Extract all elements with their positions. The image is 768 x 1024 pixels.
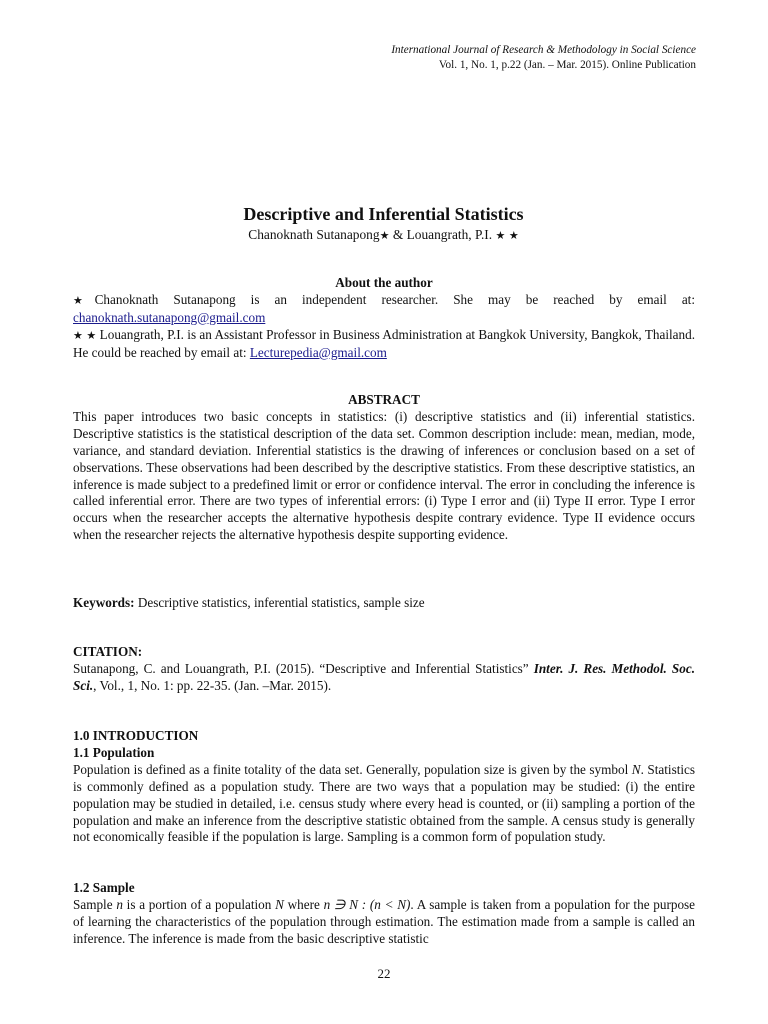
author-2: & Louangrath, P.I. [392, 227, 493, 242]
citation-heading: CITATION: [73, 644, 143, 659]
sample-section [73, 880, 695, 948]
population-text: Population is defined as a finite totality of the data set. Generally, population size is given by the symbol N. Statistics is commonly defined as a population study. There are two ways that a population may be studied: (i) the entire population may be studied in detailed, i.e. census study where every head is counted, or (ii) sampling a portion of the population and make an inference from the descriptive statistic obtained from the sample. A census study is generally not economically feasible if the population is large. Sampling is a common form of population study. [73, 761, 696, 845]
about-section [73, 275, 695, 362]
double-star-icon: ★ ★ [73, 328, 97, 342]
star-icon: ★ [73, 293, 95, 307]
about-author-1: ★Chanoknath Sutanapong is an independent researcher. She may be reached by email at: chanoknath.sutanapong@gmail.com [73, 291, 695, 325]
issue-info: Vol. 1, No. 1, p.22 (Jan. – Mar. 2015). Online Publication [438, 59, 696, 71]
citation-section [73, 644, 695, 695]
sample-text: Sample n is a portion of a population N where n ∋ N : (n < N). A sample is taken from a population for the purpose of learning the characteristics of the population through estimation. The estimation made from a sample is called an inference. The inference is made from the basic descriptive statistic [73, 896, 696, 946]
abstract-section [73, 392, 695, 544]
population-symbol: N [631, 761, 641, 777]
about-heading: About the author [335, 275, 433, 290]
introduction-section [73, 728, 695, 846]
star-icon: ★ [379, 229, 390, 242]
abstract-text: This paper introduces two basic concepts in statistics: (i) descriptive statistics and (ii) inferential statistics. Descriptive statistics is the statistical description of the data set. Common description include: mean, median, mode, variance, and standard deviation. Inferential statistics is the drawing of inferences or conclusion based on a set of observations. These observations had been described by the descriptive statistics. From these descriptive statistics, an inference is made subject to a predefined limit or error or confidence interval. The error in concluding the inference is called inferential error. There are two types of inferential errors: (i) Type I error and (ii) Type II error. Type I error occurs when the researcher accepts the alternative hypothesis despite contrary evidence. Type II evidence occurs when the researcher rejects the alternative hypothesis despite supporting evidence. [73, 408, 695, 543]
abstract-heading: ABSTRACT [348, 392, 420, 407]
population-heading: 1.1 Population [73, 744, 155, 760]
title-block [72, 203, 695, 245]
paper-title: Descriptive and Inferential Statistics [243, 204, 524, 224]
author-1: Chanoknath Sutanapong [248, 227, 380, 242]
sample-formula: n ∋ N : (n < N) [323, 896, 411, 912]
author-line [72, 226, 695, 245]
keywords-text: Descriptive statistics, inferential statistics, sample size [137, 595, 425, 610]
sample-heading: 1.2 Sample [73, 880, 135, 895]
running-header [391, 43, 696, 73]
sample-symbol: n [116, 896, 123, 912]
citation-journal: Inter. J. Res. Methodol. Soc. Sci. [73, 660, 695, 693]
double-star-icon: ★ ★ [495, 229, 519, 242]
introduction-heading: 1.0 INTRODUCTION [73, 728, 199, 743]
citation-text: Sutanapong, C. and Louangrath, P.I. (2015). “Descriptive and Inferential Statistics” Inter. J. Res. Methodol. Soc. Sci., Vol., 1, No. 1: pp. 22-35. (Jan. –Mar. 2015). [73, 660, 695, 693]
keywords-section [73, 595, 695, 612]
author-2-email-link[interactable]: Lecturepedia@gmail.com [249, 344, 387, 360]
population-symbol: N [275, 896, 284, 912]
keywords-label: Keywords: [73, 595, 135, 610]
page-number: 22 [377, 966, 391, 981]
about-author-2: ★ ★ Louangrath, P.I. is an Assistant Professor in Business Administration at Bangkok University, Bangkok, Thailand. He could be reached by email at: Lecturepedia@gmail.com [73, 326, 695, 360]
author-1-email-link[interactable]: chanoknath.sutanapong@gmail.com [73, 309, 266, 325]
journal-name: International Journal of Research & Methodology in Social Science [391, 44, 696, 56]
